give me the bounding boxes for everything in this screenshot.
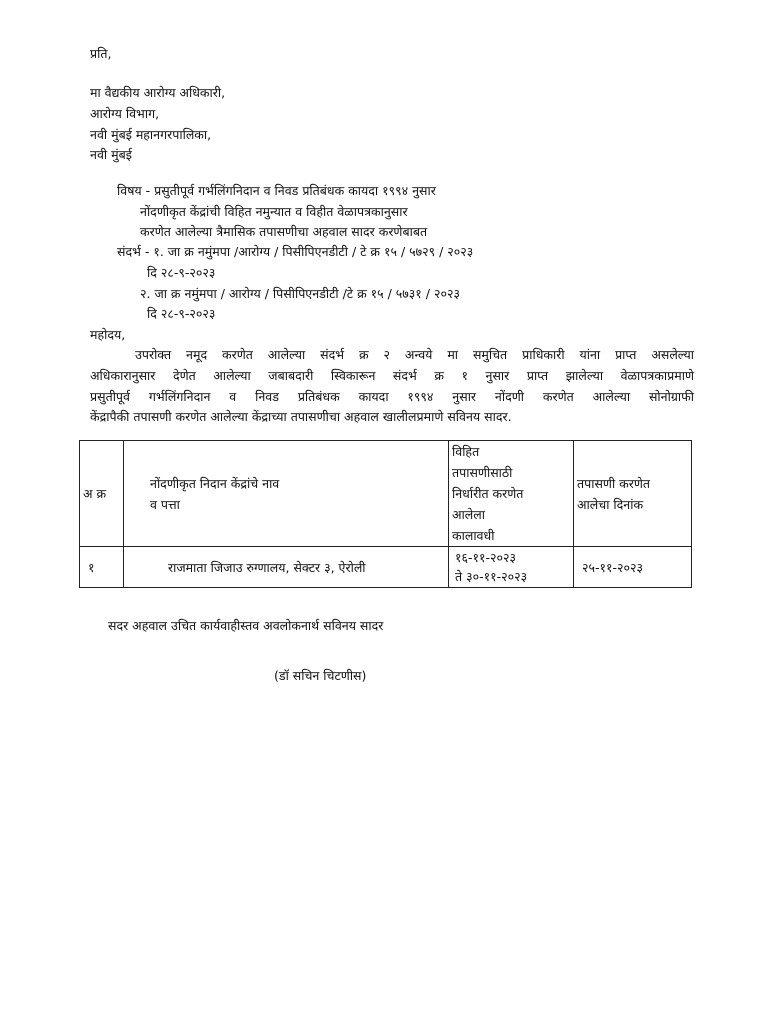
greeting: महोदय, — [90, 327, 126, 342]
salutation-to: प्रति, — [90, 46, 112, 61]
table-row — [80, 547, 692, 588]
subject-line: विषय - प्रसुतीपूर्व गर्भलिंगनिदान व निवड प्रतिबंधक कायदा १९९४ नुसार — [117, 183, 436, 198]
cell-period: १६-११-२०२३ ते ३०-११-२०२३ — [449, 547, 574, 588]
reference-date: दि २८-९-२०२३ — [147, 265, 216, 280]
reference-line: २. जा क्र नमुंमपा / आरोग्य / पिसीपिएनडीटी /टे क्र १५ / ५७३१ / २०२३ — [140, 286, 460, 301]
header-center-name: नोंदणीकृत निदान केंद्रांचे नाव व पत्ता — [124, 441, 449, 547]
cell-inspection-date: २५-११-२०२३ — [574, 547, 692, 588]
header-inspection-date: तपासणी करणेत आलेचा दिनांक — [574, 441, 692, 547]
reference-line: संदर्भ - १. जा क्र नमुंमपा /आरोग्य / पिसीपिएनडीटी / टे क्र १५ / ५७२९ / २०२३ — [117, 244, 474, 259]
body-line: उपरोक्त नमूद करणेत आलेल्या संदर्भ क्र २ अन्वये मा समुचित प्राधिकारी यांना प्राप्त असलेल्या — [135, 347, 694, 362]
recipient-line: आरोग्य विभाग, — [90, 106, 160, 121]
signatory: (डॉ सचिन चिटणीस) — [274, 668, 367, 683]
header-sr: अ क्र — [80, 441, 124, 547]
recipient-line: मा वैद्यकीय आरोग्य अधिकारी, — [90, 85, 226, 100]
header-period: विहित तपासणीसाठी निर्धारीत करणेत आलेला कालावधी — [449, 441, 574, 547]
inspection-table — [79, 440, 692, 588]
reference-date: दि २८-९-२०२३ — [147, 306, 216, 321]
table-header-row — [80, 441, 692, 547]
subject-line: करणेत आलेल्या त्रैमासिक तपासणीचा अहवाल सादर करणेबाबत — [140, 224, 428, 239]
recipient-line: नवी मुंबई — [90, 147, 132, 162]
body-line: अधिकारानुसार देणेत आलेल्या जबाबदारी स्विकारून संदर्भ क्र १ नुसार प्राप्त झालेल्या वेळापत्रकाप्रमाणे — [90, 368, 694, 383]
body-line: केंद्रापैकी तपासणी करणेत आलेल्या केंद्राच्या तपासणीचा अहवाल खालीलप्रमाणे सविनय सादर. — [90, 409, 512, 424]
subject-line: नोंदणीकृत केंद्रांची विहित नमुन्यात व विहीत वेळापत्रकानुसार — [140, 204, 408, 219]
closing-line: सदर अहवाल उचित कार्यवाहीस्तव अवलोकनार्थ सविनय सादर — [108, 618, 384, 633]
cell-center-name: राजमाता जिजाउ रुग्णालय, सेक्टर ३, ऐरोली — [124, 547, 449, 588]
cell-sr: १ — [80, 547, 124, 588]
body-line: प्रसुतीपूर्व गर्भलिंगनिदान व निवड प्रतिबंधक कायदा १९९४ नुसार नोंदणी करणेत आलेल्या सोनोग्राफी — [90, 389, 694, 404]
recipient-line: नवी मुंबई महानगरपालिका, — [90, 127, 212, 142]
